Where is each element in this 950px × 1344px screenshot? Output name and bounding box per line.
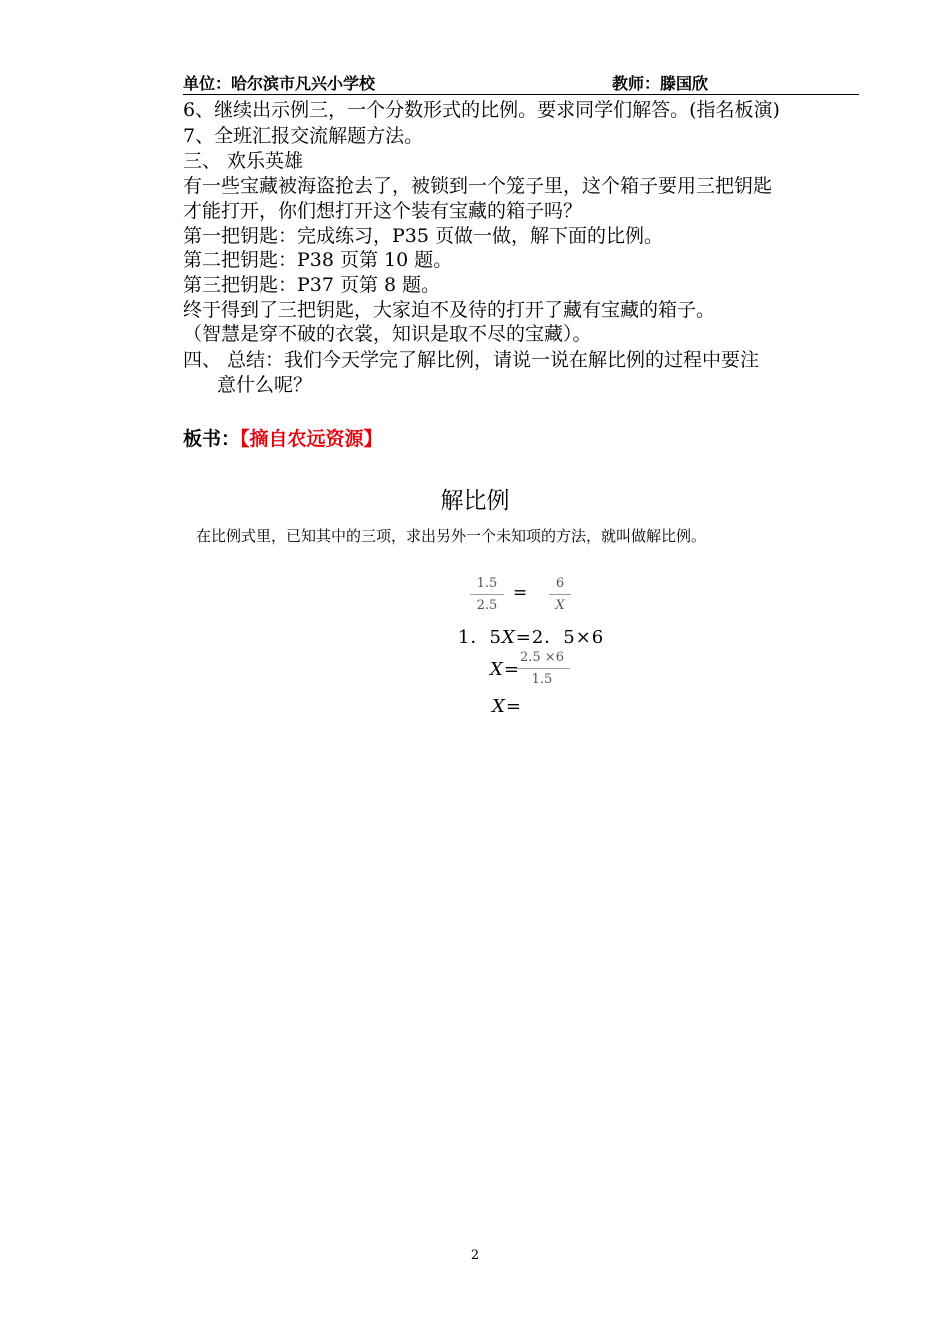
section-heading: 四、 总结：我们今天学完了解比例，请说一说在解比例的过程中要注 [183, 349, 760, 371]
fraction-bar [470, 594, 504, 595]
text-line: 第二把钥匙：P38 页第 10 题。 [183, 249, 453, 271]
fraction-right-numerator: 6 [555, 576, 565, 591]
step1-left: 1．5 [458, 627, 502, 648]
fraction-left [470, 576, 504, 613]
board-prefix: 板书： [183, 428, 241, 450]
page-header [183, 70, 859, 95]
header-unit: 单位：哈尔滨市凡兴小学校 [183, 74, 376, 93]
step1-right: =2．5×6 [515, 627, 605, 648]
text-line: 才能打开，你们想打开这个装有宝藏的箱子吗？ [183, 200, 583, 222]
step2-variable: X [490, 659, 504, 680]
text-line: 6、继续出示例三，一个分数形式的比例。要求同学们解答。(指名板演) [183, 99, 780, 121]
board-label [183, 424, 383, 451]
fraction-bar [514, 668, 570, 669]
fraction-bar [549, 594, 571, 595]
step3-equals: = [505, 696, 522, 717]
fraction-step-2 [514, 650, 570, 687]
equals-sign: = [513, 583, 528, 603]
lesson-definition: 在比例式里，已知其中的三项，求出另外一个未知项的方法，就叫做解比例。 [196, 527, 707, 545]
text-line: 有一些宝藏被海盗抢去了，被锁到一个笼子里，这个箱子要用三把钥匙 [183, 175, 773, 197]
text-line: 终于得到了三把钥匙，大家迫不及待的打开了藏有宝藏的箱子。 [183, 299, 716, 321]
header-teacher: 教师：滕国欣 [612, 74, 709, 93]
step2-numerator: 2.5 ×6 [520, 650, 564, 665]
page-number: 2 [470, 1248, 480, 1263]
text-line: （智慧是穿不破的衣裳，知识是取不尽的宝藏）。 [183, 323, 592, 345]
step2-denominator: 1.5 [531, 672, 553, 687]
step3-variable: X [492, 696, 506, 717]
equation-step-1 [458, 623, 604, 649]
text-line: 第一把钥匙：完成练习，P35 页做一做，解下面的比例。 [183, 225, 664, 247]
step2-equals: = [503, 659, 520, 680]
step1-variable: X [501, 627, 516, 648]
text-line: 意什么呢？ [217, 374, 313, 396]
section-heading: 三、 欢乐英雄 [183, 150, 304, 172]
text-line: 第三把钥匙：P37 页第 8 题。 [183, 274, 441, 296]
fraction-left-numerator: 1.5 [476, 576, 498, 591]
text-line: 7、全班汇报交流解题方法。 [183, 125, 424, 147]
fraction-right-denominator: X [555, 598, 565, 613]
lesson-title: 解比例 [440, 488, 510, 514]
fraction-right [549, 576, 571, 613]
fraction-left-denominator: 2.5 [476, 598, 498, 613]
equation-step-3 [492, 696, 522, 717]
board-source: 【摘自农远资源】 [240, 428, 383, 450]
